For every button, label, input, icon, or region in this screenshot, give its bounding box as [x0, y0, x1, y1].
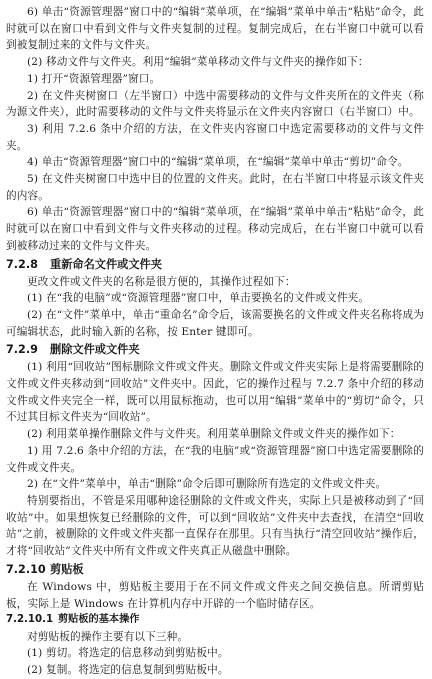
- section-title: 重新命名文件或文件夹: [50, 257, 162, 271]
- section-number: 7.2.9: [6, 343, 38, 357]
- paragraph: (2) 利用菜单操作删除文件与文件夹。利用菜单删除文件或文件夹的操作如下：: [27, 428, 401, 441]
- list-item: 2) 在文件夹树窗口（左半窗口）中选中需要移动的文件与文件夹所在的文件夹（称为源文件夹），此时需要移动的文件与文件夹将显示在文件夹内容窗口（右半窗口）中。: [6, 89, 424, 119]
- paragraph: 特别要指出，不管是采用哪种途径删除的文件或文件夹，实际上只是被移动到了“回收站”中。如果想恢复已经删除的文件，可以到“回收站”文件夹中去查找，在清空“回收站”之前，被删除的文件或文件夹都一直保存在那里。只有当执行“清空回收站”操作后，才将“回收站”文件夹中所有文件或文件夹真正从磁盘中删除。: [6, 494, 424, 558]
- paragraph: (1) 利用“回收站”图标删除文件或文件夹。删除文件或文件夹实际上是将需要删除的文件或文件夹移动到“回收站”文件夹中。因此，它的操作过程与 7.2.7 条中介绍的移动文件或文件夹完全一样，既可以用鼠标拖动，也可以用“编辑”菜单中的“剪切”命令，只不过其目标文件夹为“回收站”。: [6, 361, 424, 424]
- subsection-number: 7.2.10.1: [6, 614, 54, 626]
- subsection-heading-7-2-10-1: [6, 612, 424, 629]
- list-item: (1) 在“我的电脑”或“资源管理器”窗口中，单击要换名的文件或文件夹。: [27, 292, 370, 305]
- section-title: 删除文件或文件夹: [50, 343, 140, 357]
- list-item: (2) 复制。将选定的信息复制到剪贴板中。: [27, 664, 229, 677]
- paragraph: 6) 单击“资源管理器”窗口中的“编辑”菜单项，在“编辑”菜单中单击“粘贴”命令，此时就可以在窗口中看到文件与文件夹复制的过程。复制完成后，在右半窗口中就可以看到被复制过来的文件与文件夹。: [6, 6, 424, 52]
- paragraph: 在 Windows 中，剪贴板主要用于在不同文件或文件夹之间交换信息。所谓剪贴板，实际上是 Windows 在计算机内存中开辟的一个临时储存区。: [6, 580, 424, 610]
- section-number: 7.2.8: [6, 257, 38, 271]
- paragraph: (2) 移动文件与文件夹。利用“编辑”菜单移动文件与文件夹的操作如下：: [27, 56, 369, 69]
- list-item: 5) 在文件夹树窗口中选中目的位置的文件夹。此时，在右半窗口中将显示该文件夹的内容。: [6, 173, 424, 202]
- section-heading-7-2-10: [6, 561, 424, 579]
- section-heading-7-2-8: [6, 256, 424, 274]
- paragraph: 对剪贴板的操作主要有以下三种。: [27, 630, 189, 643]
- list-item: (1) 剪切。将选定的信息移动到剪贴板中。: [27, 647, 229, 660]
- section-number: 7.2.10: [6, 562, 46, 576]
- section-heading-7-2-9: [6, 341, 424, 359]
- subsection-title: 剪贴板的基本操作: [58, 614, 140, 626]
- list-item: 6) 单击“资源管理器”窗口中的“编辑”菜单项，在“编辑”菜单中单击“粘贴”命令，此时就可以在窗口中看到文件与文件夹移动的过程。移动完成后，在右半窗口中就可以看到被移动过来的文件与文件夹。: [6, 206, 424, 252]
- list-item: 3) 利用 7.2.6 条中介绍的方法，在文件夹内容窗口中选定需要移动的文件与文件夹。: [6, 122, 424, 152]
- list-item: 2) 在“文件”菜单中，单击“删除”命令后即可删除所有选定的文件或文件夹。: [27, 478, 387, 491]
- paragraph: 更改文件或文件夹的名称是很方便的，其操作过程如下：: [27, 275, 296, 288]
- section-title: 剪贴板: [50, 562, 84, 576]
- list-item: 1) 用 7.2.6 条中介绍的方法，在“我的电脑”或“资源管理器”窗口中选定需要删除的文件或文件夹。: [6, 444, 424, 474]
- list-item: 1) 打开“资源管理器”窗口。: [27, 72, 161, 85]
- list-item: (2) 在“文件”菜单中，单击“重命名”命令后，该需要换名的文件或文件夹名称将成为可编辑状态，此时输入新的名称，按 Enter 键即可。: [6, 308, 424, 338]
- list-item: 4) 单击“资源管理器”窗口中的“编辑”菜单项，在“编辑”菜单中单击“剪切”命令。: [27, 156, 409, 169]
